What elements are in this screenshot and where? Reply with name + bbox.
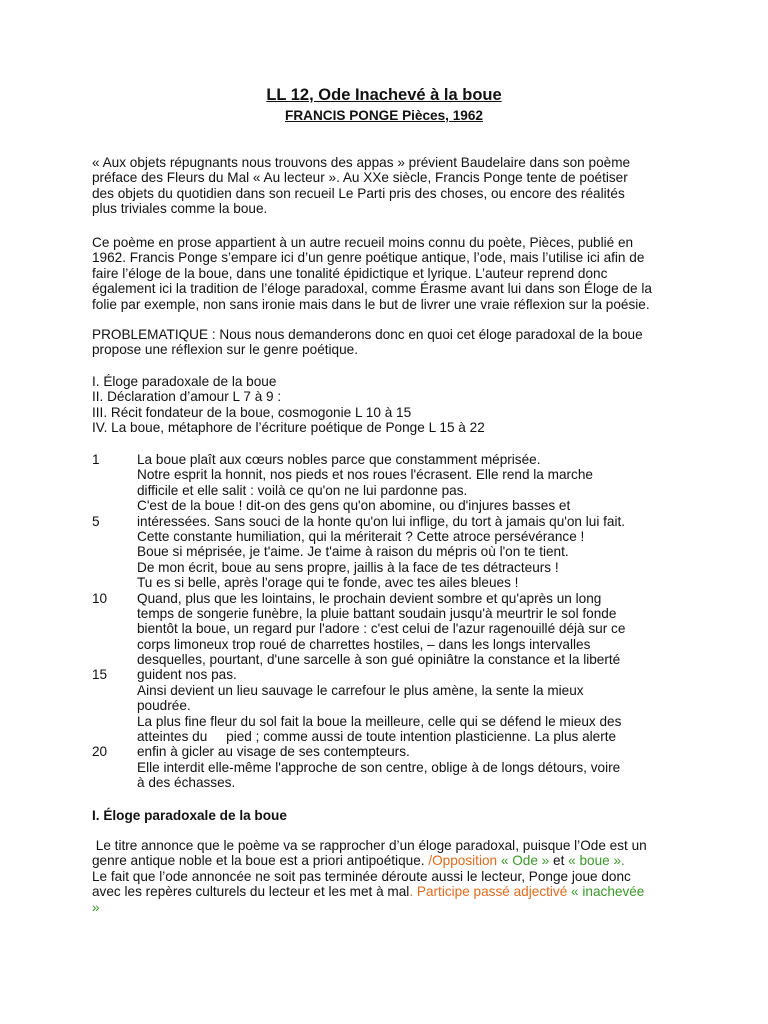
poem-line xyxy=(92,760,692,775)
analysis-text: avec les repères culturels du lecteur et les met à mal xyxy=(92,884,410,900)
poem-line xyxy=(92,729,692,744)
poem-line-text: temps de songerie funèbre, la pluie battant soudain jusqu'à meurtrir le sol fonde xyxy=(137,605,617,621)
poem-line-text: Elle interdit elle-même l'approche de son centre, oblige à de longs détours, voire xyxy=(137,759,621,775)
poem-line xyxy=(92,775,692,790)
plan-item: I. Éloge paradoxale de la boue xyxy=(92,374,277,389)
poem-line xyxy=(92,483,692,498)
poem-line-text: guident nos pas. xyxy=(137,667,237,683)
annotation-green: « inachevée xyxy=(571,884,645,900)
poem-line xyxy=(92,560,692,575)
problematique-paragraph: PROBLEMATIQUE : Nous nous demanderons donc en quoi cet éloge paradoxal de la boue propose une réflexion sur le genre poétique. xyxy=(92,327,643,358)
poem-line-text: bientôt la boue, un regard pur l'adore : c'est celui de l'azur ragenouillé déjà sur ce xyxy=(137,621,626,637)
analysis-line xyxy=(92,884,692,899)
poem-line xyxy=(92,637,692,652)
poem-line-text: C'est de la boue ! dit-on des gens qu'on abomine, ou d'injures basses et xyxy=(137,498,571,514)
poem-line-text: à des échasses. xyxy=(137,775,236,791)
plan-item: IV. La boue, métaphore de l’écriture poétique de Ponge L 15 à 22 xyxy=(92,420,485,436)
document-title: LL 12, Ode Inachevé à la boue xyxy=(266,86,502,104)
line-number: 5 xyxy=(92,513,100,529)
poem-line-text: poudrée. xyxy=(137,698,191,714)
analysis-line: Le fait que l’ode annoncée ne soit pas terminée déroute aussi le lecteur, Ponge joue donc xyxy=(92,868,631,884)
annotation-green: « Ode » xyxy=(500,853,550,869)
poem-line-text: La plus fine fleur du sol fait la boue la meilleure, celle qui se défend le mieux des xyxy=(137,713,622,729)
poem-line-text: corps limoneux trop roué de charrettes hostiles, – dans les longs intervalles xyxy=(137,636,591,652)
poem-line xyxy=(92,606,692,621)
analysis-line: Le titre annonce que le poème va se rapprocher d’un éloge paradoxal, puisque l’Ode est un xyxy=(92,838,647,853)
poem-line xyxy=(92,621,692,636)
annotation-green: « boue ». xyxy=(568,853,625,869)
poem-line-text: difficile et elle salit : voilà ce qu'on ne lui pardonne pas. xyxy=(137,482,468,498)
poem-line xyxy=(92,498,692,513)
section-heading: I. Éloge paradoxale de la boue xyxy=(92,808,287,823)
poem-line xyxy=(92,744,692,759)
poem-line-text: atteintes du pied ; comme aussi de toute intention plasticienne. La plus alerte xyxy=(137,729,617,745)
poem-line-text: Boue si méprisée, je t'aime. Je t'aime à raison du mépris où l'on te tient. xyxy=(137,544,569,560)
analysis-text: genre antique noble et la boue est a priori antipoétique. xyxy=(92,853,429,869)
intro-paragraph-2: Ce poème en prose appartient à un autre recueil moins connu du poète, Pièces, publié en 1962. Francis Ponge s’empare ici d’un genre poétique antique, l’ode, mais l’utilise ici afin de faire l’éloge de la boue, dans une tonalité épidictique et lyrique. L’auteur reprend donc également ici la tradition de l’éloge paradoxal, comme Érasme avant lui dans son Éloge de la folie par exemple, non sans ironie mais dans le but de livrer une vraie réflexion sur la poésie. xyxy=(92,235,652,312)
poem-line-text: intéressées. Sans souci de la honte qu'on lui inflige, du tort à jamais qu'on lui fait. xyxy=(137,513,626,529)
poem-line xyxy=(92,467,692,482)
poem-line xyxy=(92,652,692,667)
poem-line xyxy=(92,714,692,729)
intro-paragraph-1: « Aux objets répugnants nous trouvons des appas » prévient Baudelaire dans son poème préface des Fleurs du Mal « Au lecteur ». Au XXe siècle, Francis Ponge tente de poétiser des objets du quotidien dans son recueil Le Parti pris des choses, ou encore des réalités plus triviales comme la boue. xyxy=(92,155,631,217)
line-number: 20 xyxy=(92,744,108,760)
poem-line-text: Cette constante humiliation, qui la mériterait ? Cette atroce persévérance ! xyxy=(137,528,585,544)
poem-line-text: enfin à gicler au visage de ses contempteurs. xyxy=(137,744,410,760)
poem-line-text: De mon écrit, boue au sens propre, jaillis à la face de tes détracteurs ! xyxy=(137,559,559,575)
analysis-line: » xyxy=(92,899,100,915)
poem-line xyxy=(92,591,692,606)
line-number: 10 xyxy=(92,590,108,606)
poem-line-text: Ainsi devient un lieu sauvage le carrefour le plus amène, la sente la mieux xyxy=(137,682,584,698)
line-number: 15 xyxy=(92,667,108,683)
annotation-orange: . Participe passé adjectivé xyxy=(409,884,572,900)
plan-item: III. Récit fondateur de la boue, cosmogonie L 10 à 15 xyxy=(92,404,412,420)
poem-line xyxy=(92,529,692,544)
poem-line-text: Notre esprit la honnit, nos pieds et nos roues l'écrasent. Elle rend la marche xyxy=(137,467,593,483)
poem-line-text: Tu es si belle, après l'orage qui te fonde, avec tes ailes bleues ! xyxy=(137,575,519,591)
poem-line xyxy=(92,452,692,467)
poem-line-text: desquelles, pourtant, d'une sarcelle à son gué opiniâtre la constance et la liberté xyxy=(137,652,621,668)
poem-line xyxy=(92,575,692,590)
analysis-line xyxy=(92,853,692,868)
document-subtitle: FRANCIS PONGE Pièces, 1962 xyxy=(285,108,483,123)
poem-line xyxy=(92,683,692,698)
poem-line xyxy=(92,514,692,529)
annotation-orange: /Opposition xyxy=(428,853,501,869)
plan-list xyxy=(92,374,692,436)
poem-line xyxy=(92,544,692,559)
plan-item: II. Déclaration d’amour L 7 à 9 : xyxy=(92,389,282,405)
poem-line xyxy=(92,698,692,713)
poem-line xyxy=(92,667,692,682)
analysis-text: et xyxy=(549,853,569,869)
poem-line-text: Quand, plus que les lointains, le prochain devient sombre et qu'après un long xyxy=(137,590,602,606)
line-number: 1 xyxy=(92,452,100,467)
poem-line-text: La boue plaît aux cœurs nobles parce que constamment méprisée. xyxy=(137,452,541,467)
poem-text xyxy=(92,452,692,791)
analysis-paragraph xyxy=(92,838,692,915)
